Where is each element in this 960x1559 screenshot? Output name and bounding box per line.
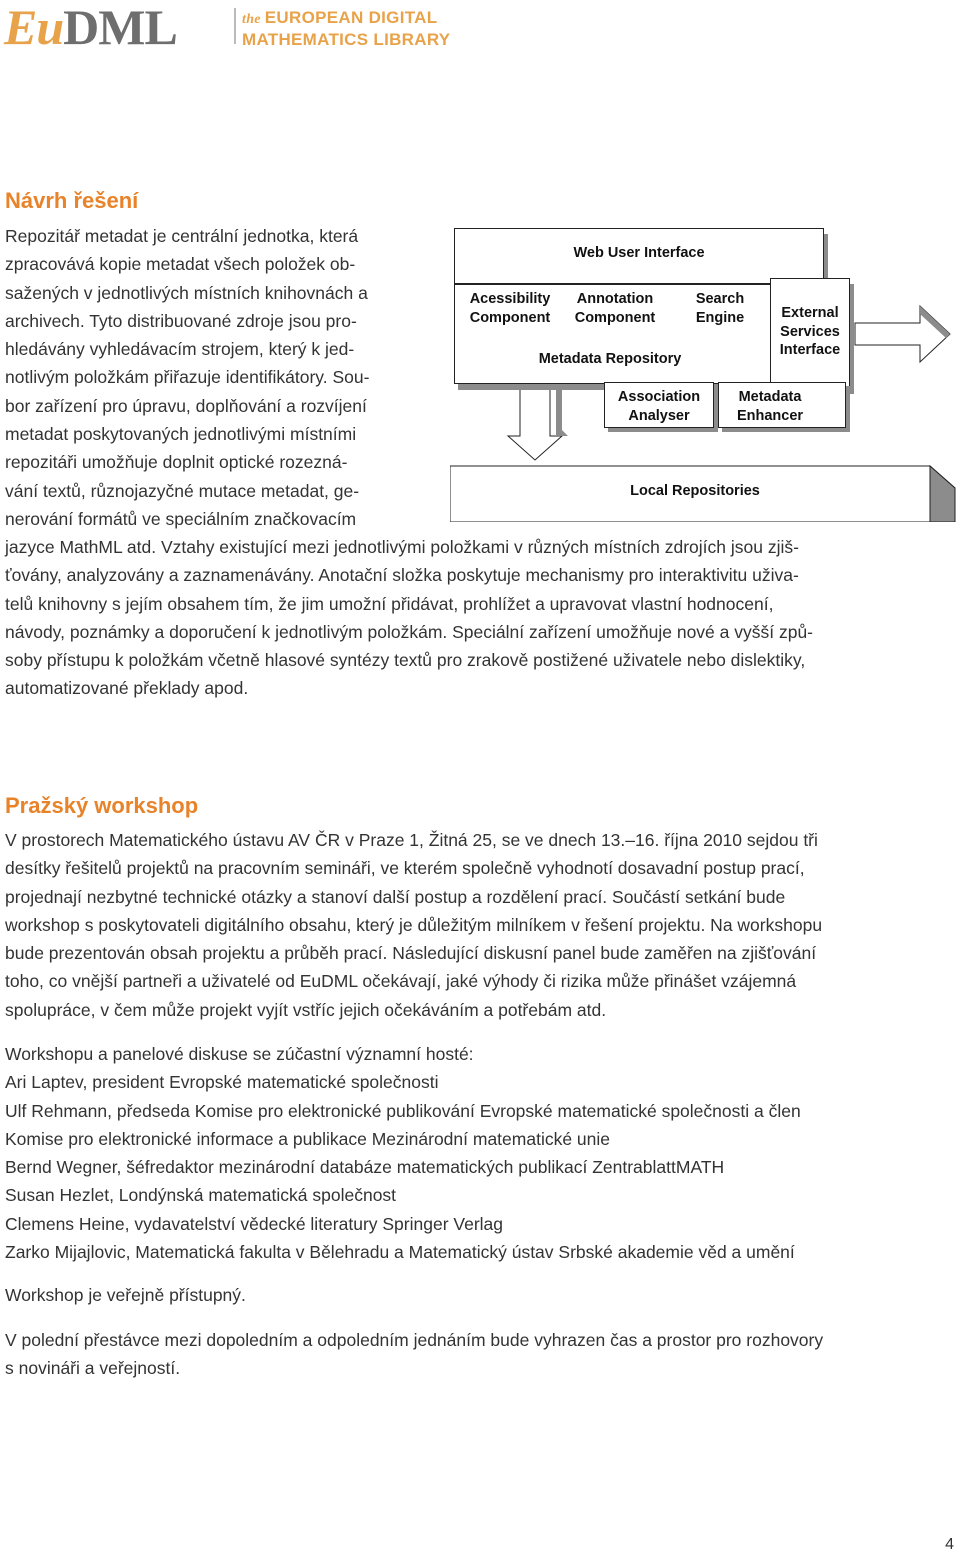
text-line: sažených v jednotlivých místních knihovnách a: [5, 282, 368, 303]
logo-tagline-line1: EUROPEAN DIGITAL: [264, 8, 438, 27]
association-analyser-label: [604, 388, 714, 425]
text-line: hledávány vyhledávacím strojem, který k jed-: [5, 339, 355, 360]
label-line: Association: [617, 389, 701, 405]
text-line: toho, co vnější partneři a uživatelé od EuDML očekávají, jaké výhody či rizika může přinášet vzájemná: [5, 971, 797, 992]
text-line: projednají nezbytné technické otázky a stanoví další postup a rozdělení prací. Součástí setkání bude: [5, 886, 786, 907]
text-line: bude prezentován obsah projektu a průběh prací. Následující diskusní panel bude zaměřen na zjišťování: [5, 943, 817, 964]
logo-divider: [234, 8, 236, 44]
label-line: Search: [695, 291, 745, 307]
guest-item: Ari Laptev, president Evropské matematické společnosti: [5, 1072, 439, 1093]
local-repositories-side: [930, 466, 955, 522]
local-repositories-label: Local Repositories: [630, 483, 760, 499]
section-heading-navrh: Návrh řešení: [5, 188, 139, 213]
text-line: bor zařízení pro úpravu, doplňování a rozvíjení: [5, 395, 367, 416]
public-note: [5, 1281, 957, 1309]
label-line: Metadata: [738, 389, 802, 405]
page-number: 4: [945, 1536, 954, 1553]
search-engine-label: [675, 290, 765, 327]
logo-the: the: [242, 12, 261, 27]
text-line: workshop s poskytovateli digitálního obsahu, který je důležitým milníkem v řešení projektu. Na workshopu: [5, 914, 823, 935]
logo-wordmark: [4, 0, 177, 55]
label-line: External: [781, 305, 839, 321]
text-line: zpracovává kopie metadat všech položek ob-: [5, 254, 356, 275]
text-line: notlivým položkám přiřazuje identifikátory. Sou-: [5, 367, 370, 388]
text-line: soby přístupu k položkám včetně hlasové syntézy textů pro zrakově postižené uživatele nebo dislektiky,: [5, 650, 806, 671]
eudml-logo: [4, 0, 464, 55]
external-arrow-shape: [855, 306, 950, 362]
logo-eu: Eu: [4, 0, 64, 55]
text-line: jazyce MathML atd. Vztahy existující mezi jednotlivými položkami v různých místních zdrojích jsou zjiš-: [5, 537, 799, 557]
lunch-paragraph: [5, 1326, 957, 1383]
metadata-enhancer-label: [718, 388, 822, 425]
section2-paragraph: [5, 826, 957, 1024]
architecture-diagram: [450, 226, 960, 522]
text-line: automatizované překlady apod.: [5, 678, 249, 699]
text-line: repozitáři umožňuje doplnit optické rozezná-: [5, 452, 348, 473]
text-line: vání textů, různojazyčné mutace metadat, ge-: [5, 480, 360, 501]
metadata-repository-label: Metadata Repository: [538, 351, 682, 367]
guest-item: Komise pro elektronické informace a publikace Mezinárodní matematické unie: [5, 1128, 611, 1149]
external-services-label: [770, 304, 850, 360]
text-line: V prostorech Matematického ústavu AV ČR v Praze 1, Žitná 25, se ve dnech 13.–16. října 2010 sejdou tři: [5, 830, 818, 850]
text-line: Repozitář metadat je centrální jednotka, která: [5, 226, 359, 246]
text-line: telů knihovny s jejím obsahem tím, že jim umožní přidávat, prohlížet a upravovat vlastní hodnocení,: [5, 593, 774, 614]
text-line: Workshop je veřejně přístupný.: [5, 1285, 246, 1305]
logo-tagline: [242, 8, 450, 50]
section-heading-workshop: Pražský workshop: [5, 793, 199, 818]
label-line: Enhancer: [736, 407, 804, 424]
text-line: nerování formátů ve speciálním značkovacím: [5, 508, 357, 529]
accessibility-component-label: [460, 290, 560, 327]
logo-tagline-line2: MATHEMATICS LIBRARY: [242, 30, 451, 49]
text-line: s novináři a veřejností.: [5, 1358, 181, 1379]
label-line: Component: [574, 309, 656, 326]
label-line: Interface: [779, 342, 841, 358]
label-line: Engine: [695, 309, 745, 326]
guest-item: Bernd Wegner, šéfredaktor mezinárodní databáze matematických publikací ZentrablattMATH: [5, 1157, 725, 1178]
text-line: V polední přestávce mezi dopoledním a odpoledním jednáním bude vyhrazen čas a prostor pro rozhovory: [5, 1330, 824, 1350]
text-line: metadat poskytovaných jednotlivými místními: [5, 424, 357, 445]
section1-paragraph-wide: [5, 533, 957, 703]
guest-item: Susan Hezlet, Londýnská matematická společnost: [5, 1185, 397, 1206]
web-user-interface-label: Web User Interface: [573, 245, 705, 261]
label-line: Services: [780, 323, 840, 340]
guest-item: Clemens Heine, vydavatelství vědecké literatury Springer Verlag: [5, 1213, 504, 1234]
text-line: desítky řešitelů projektů na pracovním semináři, ve kterém společně vyhodnotí dosavadní postup prací,: [5, 858, 805, 879]
label-line: Component: [469, 309, 551, 326]
annotation-component-label: [565, 290, 665, 327]
label-line: Analyser: [628, 407, 690, 424]
text-line: spolupráce, v čem může projekt vyjít vstříc jejich očekáváním a potřebám atd.: [5, 999, 607, 1020]
text-line: návody, poznámky a doporučení k jednotlivým položkám. Speciální zařízení umožňuje nové a vyšší způ-: [5, 621, 814, 642]
text-line: archivech. Tyto distribuované zdroje jsou pro-: [5, 310, 357, 331]
guest-item: Zarko Mijajlovic, Matematická fakulta v Bělehradu a Matematický ústav Srbské akademie věd a umění: [5, 1242, 795, 1263]
section1-paragraph-narrow: [5, 222, 433, 533]
label-line: Acessibility: [469, 291, 551, 307]
text-line: ťovány, analyzovány a zaznamenávány. Anotační složka poskytuje mechanismy pro interaktivitu uživa-: [5, 565, 799, 586]
logo-dml: DML: [63, 0, 177, 55]
guest-item: Ulf Rehmann, předseda Komise pro elektronické publikování Evropské matematické společnosti a člen: [5, 1100, 801, 1121]
guests-intro: Workshopu a panelové diskuse se zúčastní významní hosté:: [5, 1044, 474, 1064]
label-line: Annotation: [576, 291, 654, 307]
guests-list: [5, 1040, 957, 1266]
